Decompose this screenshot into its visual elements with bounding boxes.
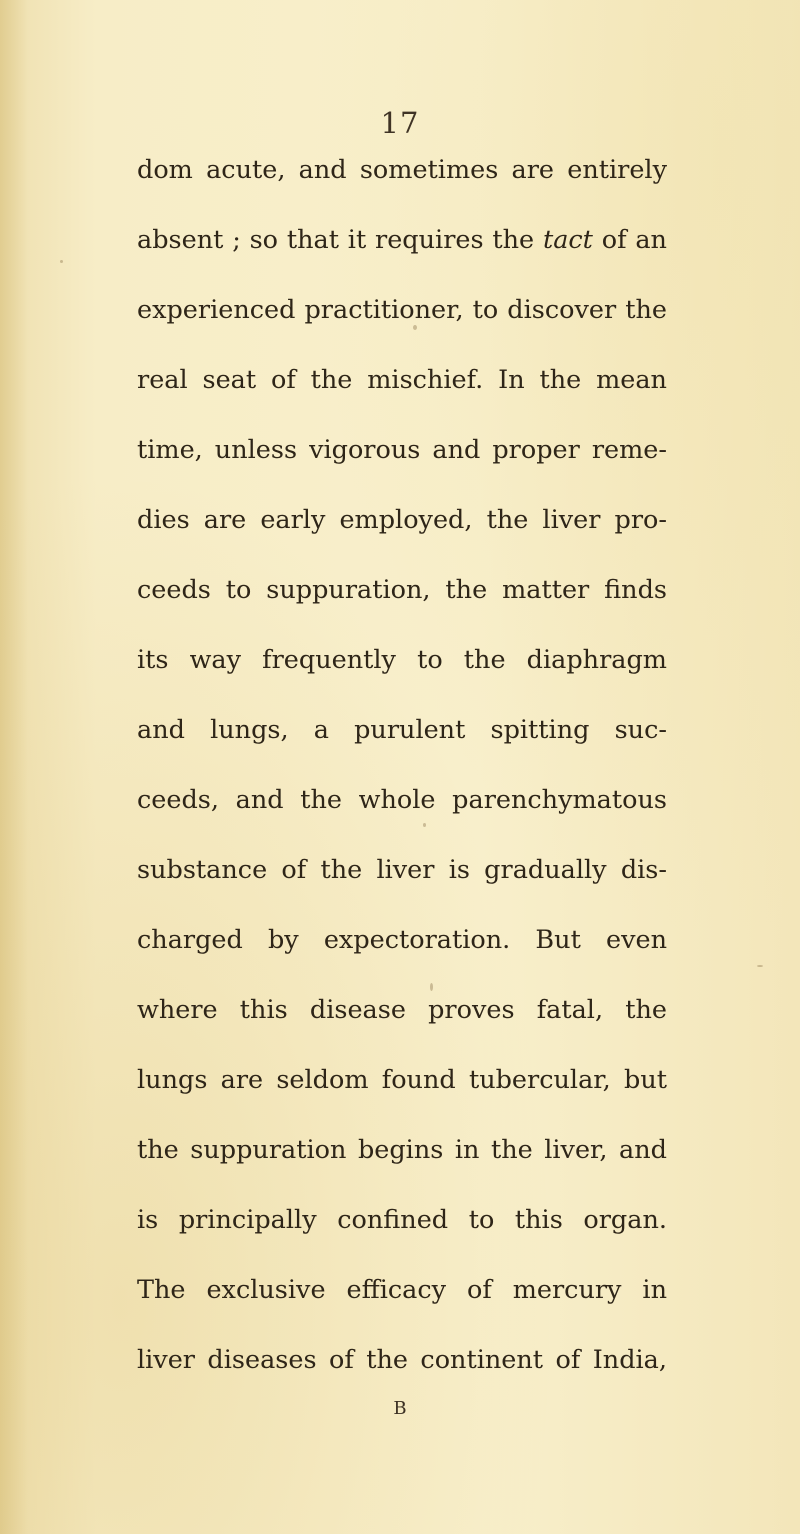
text-line-4: real seat of the mischief. In the mean xyxy=(137,365,667,395)
text-line-5: time, unless vigorous and proper reme- xyxy=(137,435,667,465)
text-line-11: substance of the liver is gradually dis- xyxy=(137,855,667,885)
paper-speck xyxy=(413,325,417,330)
page-number: 17 xyxy=(380,106,420,140)
paper-speck xyxy=(423,823,426,827)
text-line-13: where this disease proves fatal, the xyxy=(137,995,667,1025)
paper-speck xyxy=(60,260,63,263)
signature-mark: B xyxy=(393,1398,407,1419)
text-line-9: and lungs, a purulent spitting suc- xyxy=(137,715,667,745)
text-line-3: experienced practitioner, to discover the xyxy=(137,295,667,325)
body-text xyxy=(137,135,667,1395)
text-line-17: The exclusive efficacy of mercury in xyxy=(137,1275,667,1305)
text-line-14: lungs are seldom found tubercular, but xyxy=(137,1065,667,1095)
page-gutter-shadow xyxy=(0,0,28,1534)
paper-speck xyxy=(430,983,433,991)
text-line-2-after: of an xyxy=(592,225,667,255)
text-line-10: ceeds, and the whole parenchymatous xyxy=(137,785,667,815)
paper-speck xyxy=(757,965,763,967)
text-line-2 xyxy=(137,205,667,275)
text-line-16: is principally confined to this organ. xyxy=(137,1205,667,1235)
text-line-12: charged by expectoration. But even xyxy=(137,925,667,955)
text-line-18: liver diseases of the continent of India, xyxy=(137,1345,667,1375)
text-line-15: the suppuration begins in the liver, and xyxy=(137,1135,667,1165)
text-line-8: its way frequently to the diaphragm xyxy=(137,645,667,675)
emphasis-tact: tact xyxy=(542,225,593,255)
text-line-2-before: absent ; so that it requires the xyxy=(137,225,543,255)
text-line-1: dom acute, and sometimes are entirely xyxy=(137,155,667,185)
text-line-6: dies are early employed, the liver pro- xyxy=(137,505,667,535)
text-line-7: ceeds to suppuration, the matter finds xyxy=(137,575,667,605)
